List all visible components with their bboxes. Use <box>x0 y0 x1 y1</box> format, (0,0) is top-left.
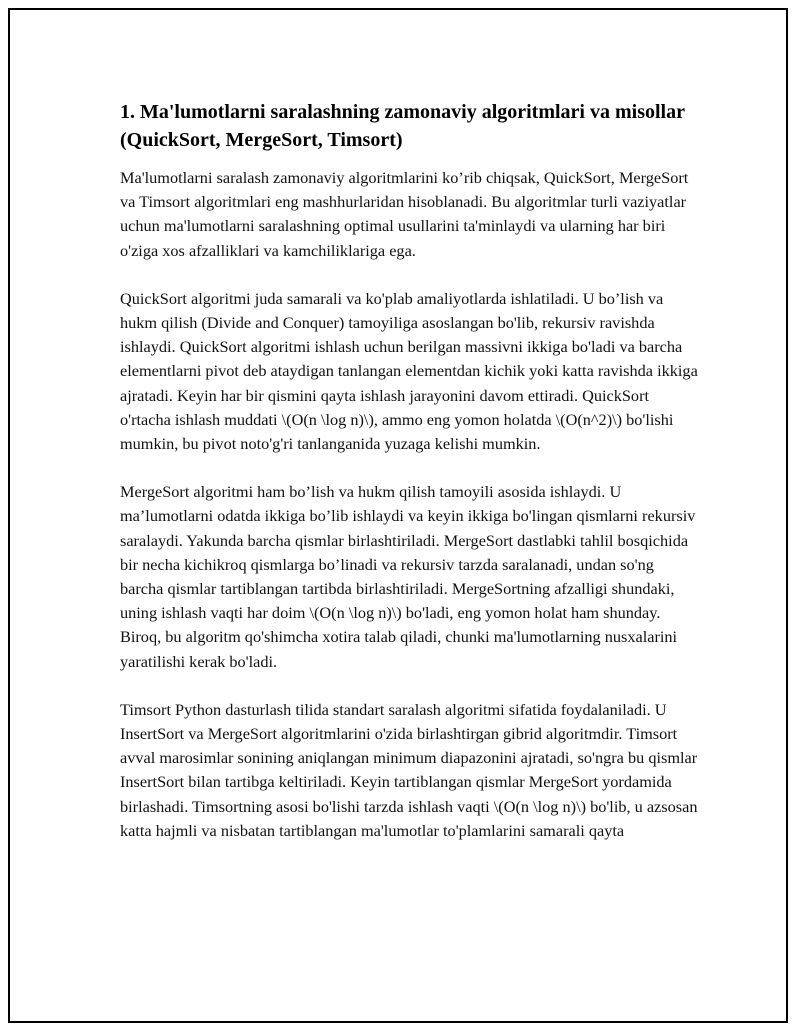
document-body <box>120 98 700 867</box>
paragraph-mergesort: MergeSort algoritmi ham bo’lish va hukm qilish tamoyili asosida ishlaydi. U ma’lumotlarni odatda ikkiga bo’lib ishlaydi va keyin ikkiga bo'lingan qismlarni rekursiv saralaydi. Yakunda barcha qismlar birlashtiriladi. MergeSort dastlabki tahlil bosqichida bir necha kichikroq qismlarga bo’linadi va rekursiv tarzda saralanadi, undan so'ng barcha qismlar tartiblangan tartibda birlashtiriladi. MergeSortning afzalligi shundaki, uning ishlash vaqti har doim \(O(n \log n)\) bo'ladi, eng yomon holat ham shunday. Biroq, bu algoritm qo'shimcha xotira talab qiladi, chunki ma'lumotlarning nusxalarini yaratilishi kerak bo'ladi. <box>120 482 696 671</box>
page-frame <box>8 8 788 1023</box>
paragraph-timsort: Timsort Python dasturlash tilida standart saralash algoritmi sifatida foydalaniladi. U InsertSort va MergeSort algoritmlarini o'zida birlashtirgan gibrid algoritmdir. Timsort avval marosimlar sonining aniqlangan minimum diapazonini ajratadi, so'ngra bu qismlar InsertSort bilan tartibga keltiriladi. Keyin tartiblangan qismlar MergeSort yordamida birlashadi. Timsortning asosi bo'lishi tarzda ishlash vaqti \(O(n \log n)\) bo'lib, u azsosan katta hajmli va nisbatan tartiblangan ma'lumotlar to'plamlarini samarali qayta <box>120 699 698 840</box>
document-title: 1. Ma'lumotlarni saralashning zamonaviy algoritmlari va misollar (QuickSort, MergeSort, Timsort) <box>120 101 685 151</box>
paragraph-intro: Ma'lumotlarni saralash zamonaviy algoritmlarini ko’rib chiqsak, QuickSort, MergeSort va Timsort algoritmlari eng mashhurlaridan hisoblanadi. Bu algoritmlar turli vaziyatlar uchun ma'lumotlarni saralashning optimal usullarini ta'minlaydi va ularning har biri o'ziga xos afzalliklari va kamchiliklariga ega. <box>120 168 689 260</box>
paragraph-quicksort: QuickSort algoritmi juda samarali va ko'plab amaliyotlarda ishlatiladi. U bo’lish va hukm qilish (Divide and Conquer) tamoyiliga asoslangan bo'lib, rekursiv ravishda ishlaydi. QuickSort algoritmi ishlash uchun berilgan massivni ikkiga bo'ladi va barcha elementlarni pivot deb ataydigan tanlangan elementdan kichik yoki katta ravishda ikkiga ajratadi. Keyin har bir qismini qayta ishlash jarayonini davom ettiradi. QuickSort o'rtacha ishlash muddati \(O(n \log n)\), ammo eng yomon holatda \(O(n^2)\) bo'lishi mumkin, bu pivot noto'g'ri tanlanganida yuzaga kelishi mumkin. <box>120 288 698 454</box>
